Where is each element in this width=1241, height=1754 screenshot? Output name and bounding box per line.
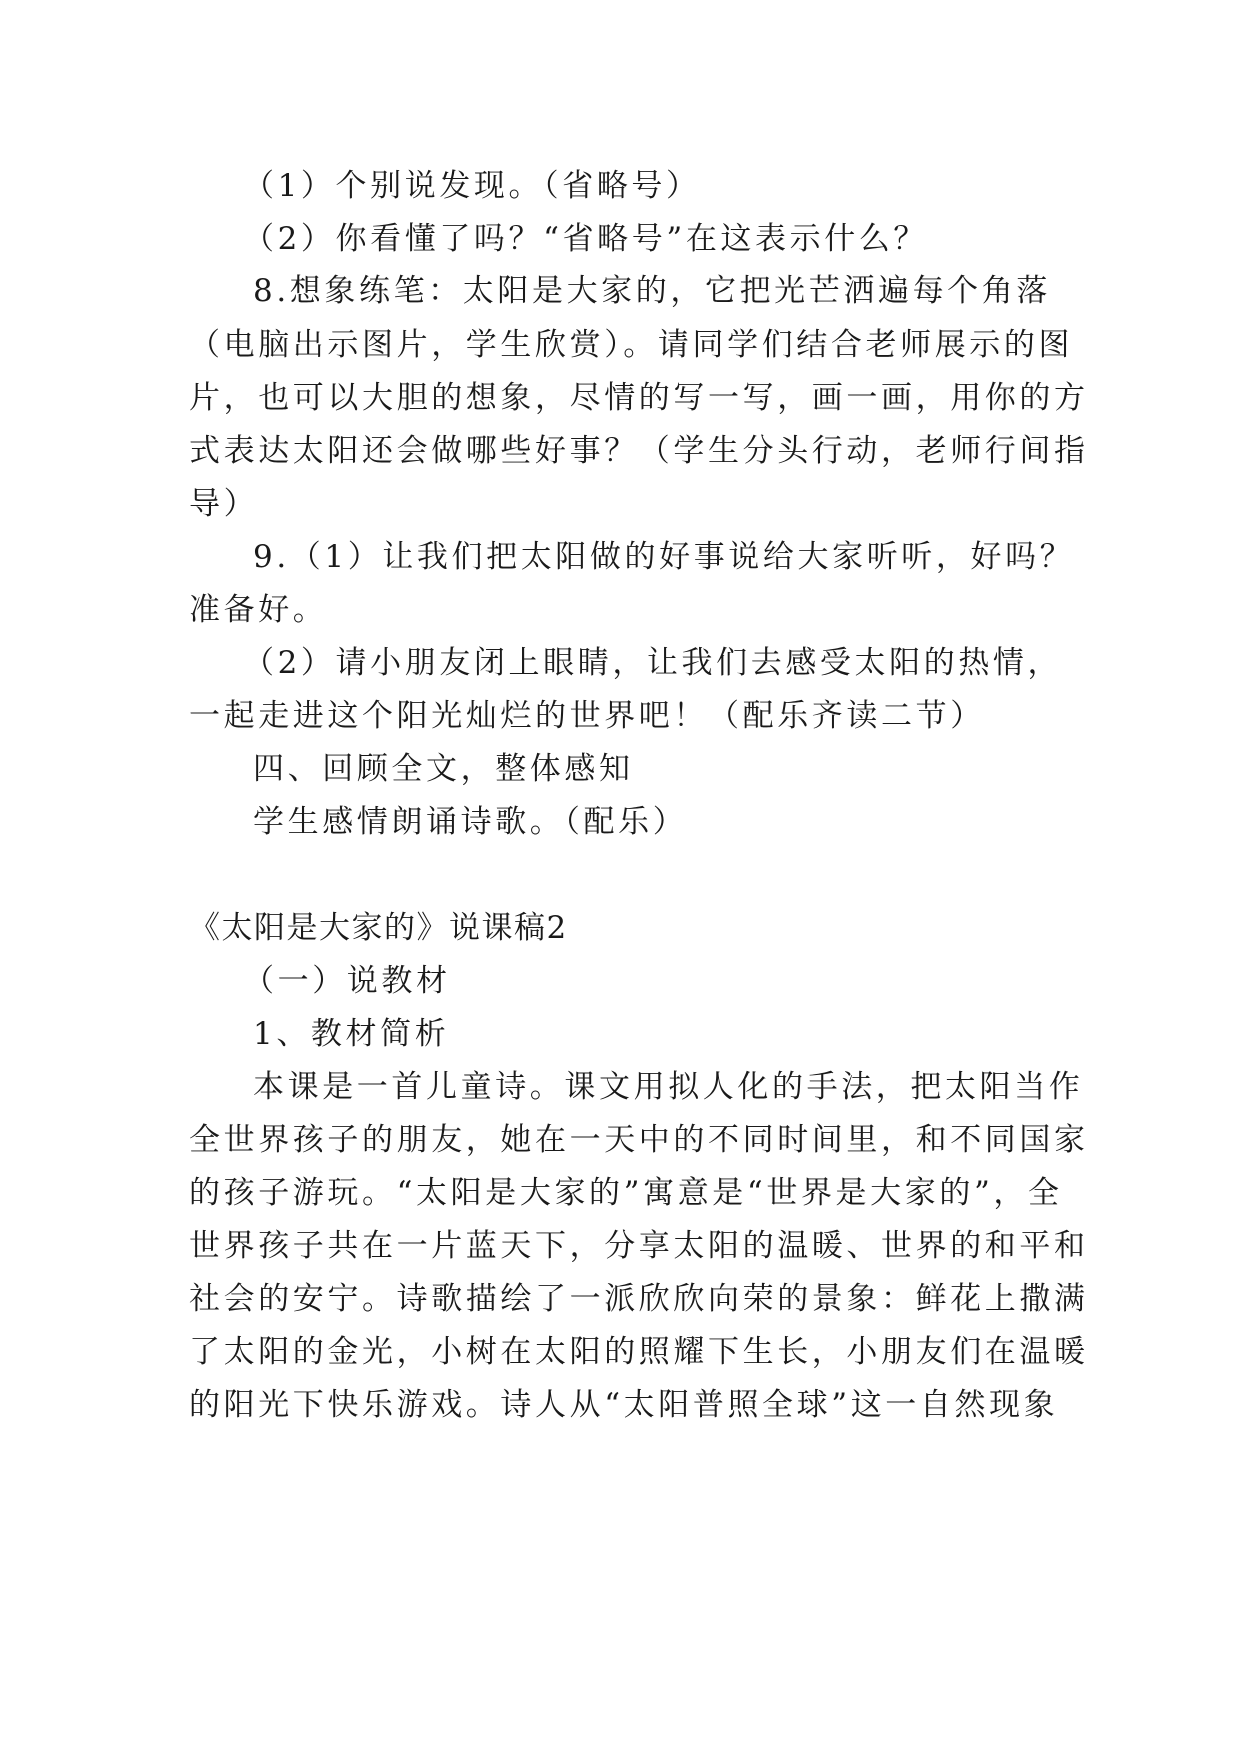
text-line: 本课是一首儿童诗。课文用拟人化的手法，把太阳当作 bbox=[253, 1069, 1084, 1105]
text-line: 的孩子游玩。“太阳是大家的”寓意是“世界是大家的”，全 bbox=[189, 1175, 1063, 1211]
text-line: 了太阳的金光，小树在太阳的照耀下生长，小朋友们在温暖 bbox=[189, 1334, 1089, 1370]
text-line: 9.（1）让我们把太阳做的好事说给大家听听，好吗？ bbox=[253, 539, 1075, 575]
section-title: 《太阳是大家的》说课稿2 bbox=[189, 910, 568, 946]
text-line: （1）个别说发现。（省略号） bbox=[243, 168, 701, 204]
text-line: 全世界孩子的朋友，她在一天中的不同时间里，和不同国家 bbox=[189, 1122, 1089, 1158]
text-line: 一起走进这个阳光灿烂的世界吧！（配乐齐读二节） bbox=[189, 698, 985, 734]
text-line: 四、回顾全文，整体感知 bbox=[253, 751, 634, 787]
text-line: 学生感情朗诵诗歌。（配乐） bbox=[253, 804, 688, 840]
text-line: （电脑出示图片，学生欣赏）。请同学们结合老师展示的图 bbox=[189, 327, 1074, 363]
text-line: 8.想象练笔：太阳是大家的，它把光芒洒遍每个角落 bbox=[253, 273, 1051, 309]
text-line: （一）说教材 bbox=[243, 963, 451, 999]
text-line: （2）请小朋友闭上眼睛，让我们去感受太阳的热情， bbox=[243, 645, 1063, 681]
text-line: 世界孩子共在一片蓝天下，分享太阳的温暖、世界的和平和 bbox=[189, 1228, 1089, 1264]
text-line: 片，也可以大胆的想象，尽情的写一写，画一画，用你的方 bbox=[189, 380, 1089, 416]
text-line: 的阳光下快乐游戏。诗人从“太阳普照全球”这一自然现象 bbox=[189, 1387, 1059, 1423]
text-line: 式表达太阳还会做哪些好事？（学生分头行动，老师行间指 bbox=[189, 433, 1089, 469]
text-line: 1、教材简析 bbox=[253, 1016, 450, 1052]
text-line: （2）你看懂了吗？“省略号”在这表示什么？ bbox=[243, 221, 929, 257]
text-line: 社会的安宁。诗歌描绘了一派欣欣向荣的景象：鲜花上撒满 bbox=[189, 1281, 1089, 1317]
text-line: 准备好。 bbox=[189, 592, 328, 628]
text-line: 导） bbox=[189, 486, 259, 522]
